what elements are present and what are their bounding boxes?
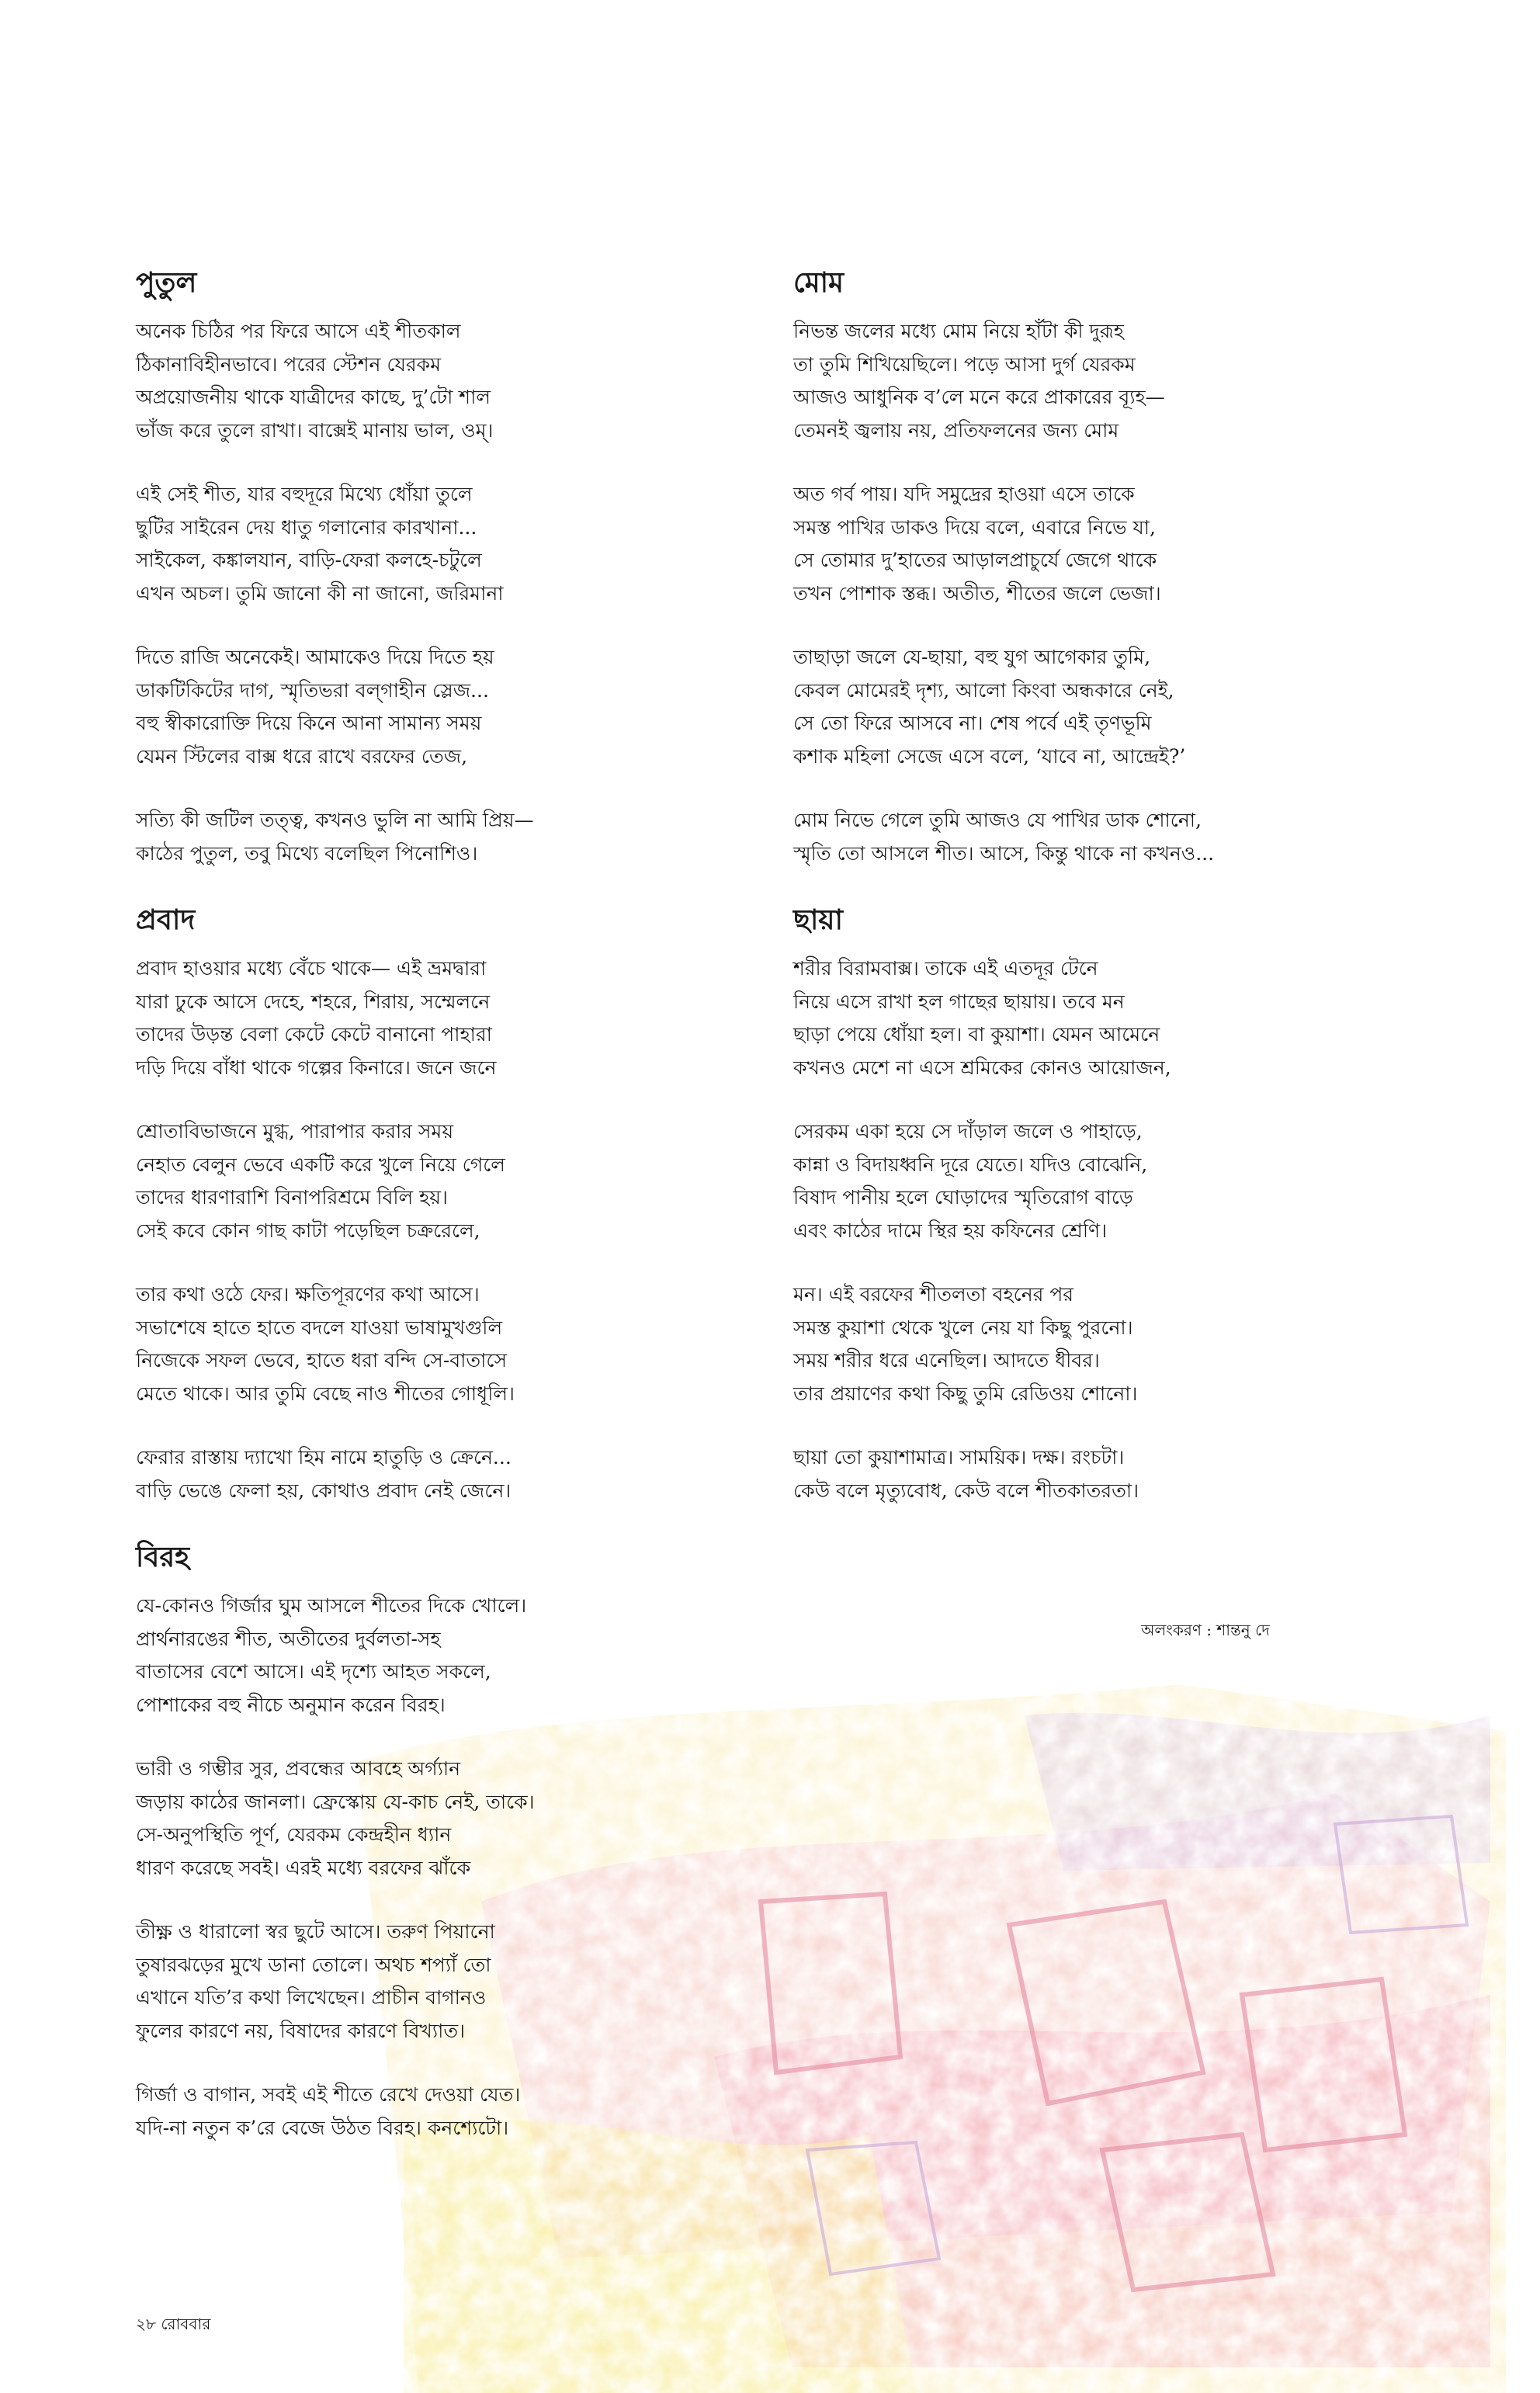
verse-line: তখন পোশাক স্তব্ধ। অতীত, শীতের জলে ভেজা।: [793, 581, 1161, 605]
verse-line: কেউ বলে মৃত্যুবোধ, কেউ বলে শীতকাতরতা।: [793, 1479, 1139, 1502]
verse-line: নিয়ে এসে রাখা হল গাছের ছায়ায়। তবে মন: [793, 990, 1125, 1013]
poem-putul: [136, 264, 726, 870]
verse-line: শ্রোতাবিভাজনে মুগ্ধ, পারাপার করার সময়: [136, 1120, 454, 1143]
illustration-credit: অলংকরণ : শান্তনু দে: [1141, 1621, 1270, 1639]
left-column: [136, 264, 726, 2176]
stanza: [136, 1278, 726, 1410]
stanza: [136, 2079, 726, 2145]
verse-line: কশাক মহিলা সেজে এসে বলে, ‘যাবে না, আন্দ্রেই?’: [793, 744, 1186, 768]
verse-line: যারা ঢুকে আসে দেহে, শহরে, শিরায়, সম্মেলনে: [136, 990, 491, 1013]
verse-line: বাড়ি ভেঙে ফেলা হয়, কোথাও প্রবাদ নেই জেনে।: [136, 1479, 512, 1502]
verse-line: তার প্রয়াণের কথা কিছু তুমি রেডিওয় শোনো।: [793, 1382, 1138, 1405]
verse-line: এবং কাঠের দামে স্থির হয় কফিনের শ্রেণি।: [793, 1219, 1108, 1242]
stanza: [136, 641, 726, 773]
verse-line: তাছাড়া জলে যে-ছায়া, বহু যুগ আগেকার তুমি,: [793, 646, 1151, 668]
poem-title: বিরহ: [136, 1541, 190, 1573]
verse-line: বহু স্বীকারোক্তি দিয়ে কিনে আনা সামান্য সময়: [136, 712, 482, 734]
stanza: [793, 641, 1383, 773]
verse-line: সে তোমার দু’হাতের আড়ালপ্রাচুর্যে জেগে থাকে: [793, 549, 1157, 571]
verse-line: সমস্ত পাখির ডাকও দিয়ে বলে, এবারে নিভে যা,: [793, 515, 1157, 539]
verse-line: ফেরার রাস্তায় দ্যাখো হিম নামে হাতুড়ি ও ক্রেনে...: [136, 1446, 512, 1469]
verse-line: অপ্রয়োজনীয় থাকে যাত্রীদের কাছে, দু’টো শাল: [136, 386, 491, 408]
poem-title: প্রবাদ: [136, 903, 196, 936]
stanza: [793, 952, 1383, 1084]
verse-line: সে তো ফিরে আসবে না। শেষ পর্বে এই তৃণভূমি: [793, 712, 1152, 734]
verse-line: শরীর বিরামবাক্স। তাকে এই এতদূর টেনে: [793, 957, 1098, 980]
verse-line: ছুটির সাইরেন দেয় ধাতু গলানোর কারখানা...: [136, 515, 477, 539]
verse-line: তুষারঝড়ের মুখে ডানা তোলে। অথচ শপ্যাঁ তো: [136, 1953, 491, 1976]
verse-line: কান্না ও বিদায়ধ্বনি দূরে যেতে। যদিও বোঝেনি,: [793, 1153, 1148, 1176]
verse-line: অত গর্ব পায়। যদি সমুদ্রের হাওয়া এসে তাকে: [793, 483, 1135, 505]
verse-line: বিষাদ পানীয় হলে ঘোড়াদের স্মৃতিরোগ বাড়ে: [793, 1186, 1133, 1209]
verse-line: ধারণ করেছে সবই। এরই মধ্যে বরফের ঝাঁকে: [136, 1856, 471, 1879]
poem-biroho: [136, 1538, 726, 2145]
verse-line: পোশাকের বহু নীচে অনুমান করেন বিরহ।: [136, 1693, 446, 1716]
stanza: [136, 315, 726, 447]
verse-line: তীক্ষ্ণ ও ধারালো স্বর ছুটে আসে। তরুণ পিয়ানো: [136, 1920, 495, 1943]
right-column: [793, 264, 1383, 1538]
stanza: [793, 1441, 1383, 1507]
verse-line: সাইকেল, কঙ্কালযান, বাড়ি-ফেরা কলহে-চটুলে: [136, 549, 482, 571]
verse-line: এই সেই শীত, যার বহুদূরে মিথ্যে ধোঁয়া তুলে: [136, 483, 473, 505]
verse-line: কাঠের পুতুল, তবু মিথ্যে বলেছিল পিনোশিও।: [136, 841, 478, 865]
verse-line: যদি-না নতুন ক’রে বেজে উঠত বিরহ। কনশ্যেটো।: [136, 2116, 509, 2139]
verse-line: এখানে যতি’র কথা লিখেছেন। প্রাচীন বাগানও: [136, 1986, 487, 2009]
verse-line: কেবল মোমেরই দৃশ্য, আলো কিংবা অন্ধকারে নেই,: [793, 678, 1174, 702]
verse-line: মোম নিভে গেলে তুমি আজও যে পাখির ডাক শোনো,: [793, 809, 1202, 831]
verse-line: তেমনই জ্বলায় নয়, প্রতিফলনের জন্য মোম: [793, 418, 1119, 442]
verse-line: সে-অনুপস্থিতি পূর্ণ, যেরকম কেন্দ্রহীন ধ্যান: [136, 1823, 452, 1846]
poem-title: পুতুল: [136, 266, 197, 299]
verse-line: সত্যি কী জটিল তত্ত্ব, কখনও ভুলি না আমি প্রিয়—: [136, 809, 534, 831]
verse-line: সেই কবে কোন গাছ কাটা পড়েছিল চক্ররেলে,: [136, 1219, 480, 1242]
verse-line: তাদের ধারণারাশি বিনাপরিশ্রমে বিলি হয়।: [136, 1186, 448, 1209]
verse-line: সময় শরীর ধরে এনেছিল। আদতে ধীবর।: [793, 1349, 1100, 1372]
page-folio: ২৮ রোববার: [136, 2315, 211, 2333]
stanza: [793, 804, 1383, 870]
stanza: [793, 1278, 1383, 1410]
verse-line: প্রার্থনারঙের শীত, অতীতের দুর্বলতা-সহ: [136, 1627, 441, 1650]
stanza: [793, 478, 1383, 610]
verse-line: ফুলের কারণে নয়, বিষাদের কারণে বিখ্যাত।: [136, 2019, 466, 2042]
poem-title: ছায়া: [793, 903, 843, 936]
stanza: [136, 952, 726, 1084]
verse-line: ভাঁজ করে তুলে রাখা। বাক্সেই মানায় ভাল, ওম্‌।: [136, 418, 494, 442]
stanza: [793, 315, 1383, 447]
verse-line: নিভন্ত জলের মধ্যে মোম নিয়ে হাঁটা কী দুরূহ: [793, 320, 1124, 342]
poem-chhaya: [793, 901, 1383, 1507]
verse-line: দড়ি দিয়ে বাঁধা থাকে গল্পের কিনারে। জনে জনে: [136, 1056, 497, 1079]
stanza: [136, 1115, 726, 1247]
verse-line: কখনও মেশে না এসে শ্রমিকের কোনও আয়োজন,: [793, 1056, 1171, 1079]
stanza: [136, 804, 726, 870]
verse-line: তা তুমি শিখিয়েছিলে। পড়ে আসা দুর্গ যেরকম: [793, 352, 1136, 376]
verse-line: মেতে থাকে। আর তুমি বেছে নাও শীতের গোধূলি।: [136, 1382, 515, 1405]
verse-line: নেহাত বেলুন ভেবে একটি করে খুলে নিয়ে গেলে: [136, 1153, 505, 1176]
verse-line: অনেক চিঠির পর ফিরে আসে এই শীতকাল: [136, 320, 461, 342]
verse-line: যেমন স্টিলের বাক্স ধরে রাখে বরফের তেজ,: [136, 744, 468, 768]
verse-line: সভাশেষে হাতে হাতে বদলে যাওয়া ভাষামুখগুলি: [136, 1316, 503, 1339]
verse-line: প্রবাদ হাওয়ার মধ্যে বেঁচে থাকে— এই ভ্রমদ্বারা: [136, 957, 487, 980]
stanza: [136, 478, 726, 610]
verse-line: যে-কোনও গির্জার ঘুম আসলে শীতের দিকে খোলে।: [136, 1594, 527, 1617]
stanza: [793, 1115, 1383, 1247]
verse-line: ঠিকানাবিহীনভাবে। পরের স্টেশন যেরকম: [136, 352, 442, 376]
verse-line: বাতাসের বেশে আসে। এই দৃশ্যে আহত সকলে,: [136, 1660, 491, 1683]
stanza: [136, 1441, 726, 1507]
verse-line: জড়ায় কাঠের জানলা। ফ্রেস্কোয় যে-কাচ নেই, তাকে।: [136, 1790, 535, 1813]
verse-line: গির্জা ও বাগান, সবই এই শীতে রেখে দেওয়া যেত।: [136, 2083, 521, 2106]
poem-title: মোম: [793, 266, 845, 299]
stanza: [136, 1916, 726, 2048]
verse-line: সেরকম একা হয়ে সে দাঁড়াল জলে ও পাহাড়ে,: [793, 1120, 1143, 1143]
verse-line: ছাড়া পেয়ে ধোঁয়া হল। বা কুয়াশা। যেমন আমেনে: [793, 1023, 1160, 1046]
poem-mom: [793, 264, 1383, 870]
verse-line: তাদের উড়ন্ত বেলা কেটে কেটে বানানো পাহারা: [136, 1023, 492, 1046]
verse-line: এখন অচল। তুমি জানো কী না জানো, জরিমানা: [136, 581, 504, 605]
verse-line: সমস্ত কুয়াশা থেকে খুলে নেয় যা কিছু পুরনো।: [793, 1316, 1133, 1339]
verse-line: স্মৃতি তো আসলে শীত। আসে, কিন্তু থাকে না কখনও...: [793, 841, 1215, 865]
verse-line: ডাকটিকিটের দাগ, স্মৃতিভরা বল্‌গাহীন স্লেজ...: [136, 678, 489, 702]
poem-probad: [136, 901, 726, 1507]
stanza: [136, 1753, 726, 1885]
verse-line: দিতে রাজি অনেকেই। আমাকেও দিয়ে দিতে হয়: [136, 646, 494, 668]
verse-line: ছায়া তো কুয়াশামাত্র। সাময়িক। দক্ষ। রংচটা।: [793, 1446, 1125, 1469]
verse-line: তার কথা ওঠে ফের। ক্ষতিপূরণের কথা আসে।: [136, 1283, 480, 1306]
verse-line: আজও আধুনিক ব’লে মনে করে প্রাকারের ব্যূহ—: [793, 386, 1165, 408]
verse-line: নিজেকে সফল ভেবে, হাতে ধরা বন্দি সে-বাতাসে: [136, 1349, 507, 1372]
verse-line: মন। এই বরফের শীতলতা বহনের পর: [793, 1283, 1074, 1306]
stanza: [136, 1590, 726, 1722]
verse-line: ভারী ও গম্ভীর সুর, প্রবন্ধের আবহে অর্গ্যান: [136, 1757, 461, 1780]
